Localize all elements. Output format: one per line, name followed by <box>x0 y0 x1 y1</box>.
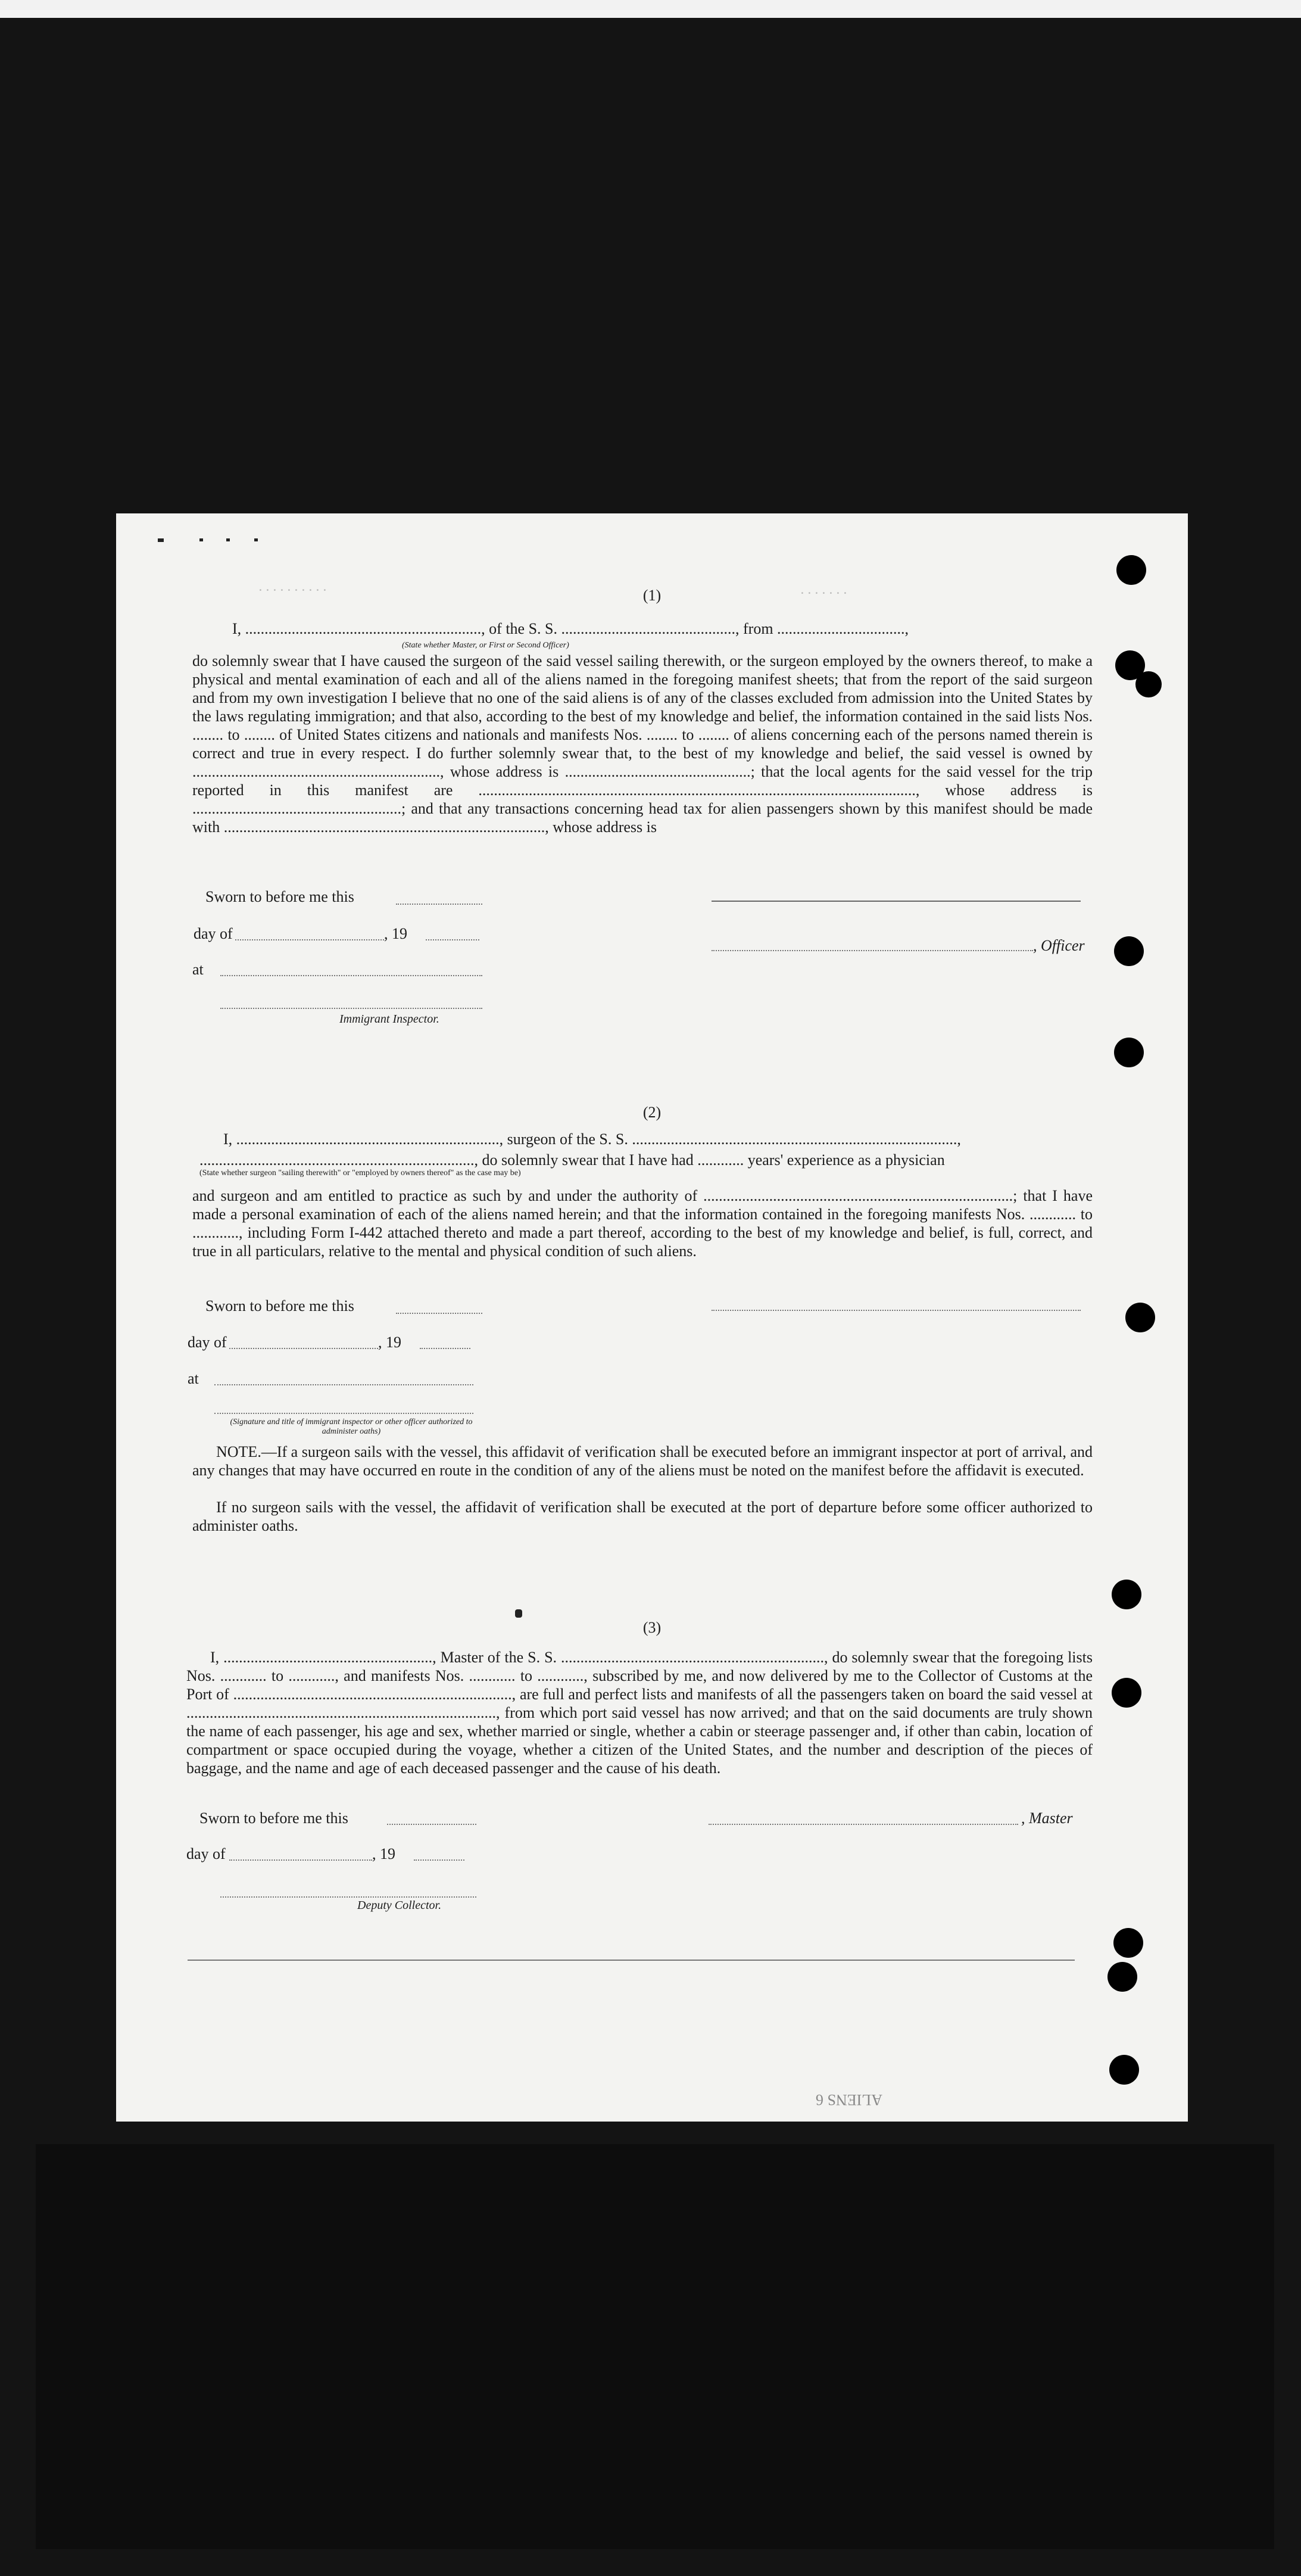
punch-hole <box>1116 555 1146 585</box>
section-2-year-blank <box>420 1348 470 1349</box>
section-1-caption: (State whether Master, or First or Second Officer) <box>402 641 569 650</box>
section-2-sworn-blank <box>396 1313 482 1314</box>
section-1-year-blank <box>426 939 479 940</box>
section-1-body: do solemnly swear that I have caused the surgeon of the said vessel sailing therewith, or the surgeon employed by the owners thereof, to make a physical and mental examination of each and all of the aliens named in the foregoing manifest sheets; that from the report of the said surgeon and from my own investigation I believe that no one of the said aliens is of any of the classes excluded from admission into the United States by the laws regulating immigration; and that also, according to the best of my knowledge and belief, the information contained in the said lists Nos. ........ to ........ of United States citizens and nationals and manifests Nos. ........ to ........ of aliens concerning each of the persons named therein is correct and true in every respect. I do further solemnly swear that, to the best of my knowledge and belief, the said vessel is owned by ................................................................, whose address is ................................................; that the local agents for the said vessel for the trip reported in this manifest are ................................................................................................................., whose address is ......................................................; and that any transactions concerning head tax for alien passengers shown by this manifest should be made with ..................................................................................., whose address is <box>192 652 1093 836</box>
ink-speck <box>254 538 258 541</box>
section-1-day-blank <box>235 939 384 940</box>
punch-hole <box>1135 671 1162 697</box>
section-1-officer-line <box>712 901 1081 902</box>
section-2-at-blank <box>214 1384 473 1385</box>
punch-hole <box>1114 936 1144 966</box>
bottom-rule <box>188 1960 1075 1961</box>
section-3-day-of: day of <box>186 1845 226 1862</box>
section-2-line2: ......................................................................., do solemnly swear that I have had ............ years' experience as a physician <box>199 1151 945 1169</box>
section-1-officer-label: , Officer <box>1033 937 1085 954</box>
section-2-inspector-blank <box>214 1413 473 1414</box>
section-1-day-of: day of <box>194 925 233 942</box>
ink-speck <box>199 538 203 541</box>
section-1-sworn: Sworn to before me this <box>205 888 354 905</box>
punch-hole <box>1113 1928 1143 1958</box>
section-3-sworn: Sworn to before me this <box>199 1809 348 1827</box>
section-3-number: (3) <box>642 1619 662 1636</box>
section-2-note: NOTE.—If a surgeon sails with the vessel, this affidavit of verification shall be executed before an immigrant inspector at port of arrival, and any changes that may have occurred en route in the condition of any of the aliens must be noted on the manifest before the affidavit is executed. <box>192 1443 1093 1479</box>
section-1-at-blank <box>220 975 482 976</box>
section-2-year: , 19 <box>378 1334 401 1351</box>
scanner-edge <box>0 0 1301 18</box>
section-1-opening-line: I, ............................................................., of the S. S. ............................................., from ................................., <box>232 620 909 637</box>
section-2-day-blank <box>229 1348 378 1349</box>
punch-hole <box>1112 1580 1141 1609</box>
ink-blot <box>515 1609 522 1618</box>
section-2-day-of: day of <box>188 1334 227 1351</box>
scanner-background <box>36 2144 1274 2549</box>
section-2-caption: (State whether surgeon "sailing therewith" or "employed by owners thereof" as the case may be) <box>199 1169 521 1178</box>
bottom-stamp: ALIENS 6 <box>816 2091 882 2108</box>
section-2-sworn: Sworn to before me this <box>205 1297 354 1315</box>
section-3-master-blank <box>709 1824 1018 1825</box>
section-2-number: (2) <box>642 1104 662 1121</box>
ink-speck <box>226 538 230 541</box>
section-3-body: I, ......................................................, Master of the S. S. ...................................................................., do solemnly swear that the foregoing lists Nos. ............ to ............, and manifests Nos. ............ to ............, subscribed by me, and now delivered by me to the Collector of Customs at the Port of ........................................................................, are full and perfect lists and manifests of all the passengers taken on board the said vessel at ................................................................................, from which port said vessel has now arrived; and that on the said documents are truly shown the name of each passenger, his age and sex, whether married or single, whether a cabin or steerage passenger and, if other than cabin, location of compartment or space occupied during the voyage, whether a citizen of the United States, and the number and description of the pieces of baggage, and the name and age of each deceased passenger and the cause of his death. <box>186 1649 1093 1777</box>
punch-hole <box>1109 2055 1139 2085</box>
section-1-inspector-blank <box>220 1008 482 1009</box>
section-2-body: and surgeon and am entitled to practice as such by and under the authority of ................................................................................; that I have made a personal examination of each of the aliens named herein; and that the information contained in the foregoing manifests Nos. ............ to ............, including Form I-442 attached thereto and made a part thereof, according to the best of my knowledge and belief, is full, correct, and true in all particulars, relative to the mental and physical condition of such aliens. <box>192 1187 1093 1260</box>
section-1-at: at <box>192 961 204 978</box>
section-2-note-second: If no surgeon sails with the vessel, the affidavit of verification shall be executed at the port of departure before some officer authorized to administer oaths. <box>192 1499 1093 1534</box>
section-2-line1: I, ...................................................................., surgeon of the S. S. ...................................................................................., <box>223 1130 961 1148</box>
bleed-through-text: . . . . . . . . . . <box>259 579 327 594</box>
section-3-year: , 19 <box>372 1845 395 1862</box>
section-3-sworn-blank <box>387 1824 476 1825</box>
section-3-day-blank <box>229 1859 372 1861</box>
section-3-year-blank <box>414 1859 464 1861</box>
section-3-master-label: , Master <box>1021 1809 1073 1827</box>
bleed-through-text: . . . . . . . <box>801 582 847 597</box>
section-1-inspector-label: Immigrant Inspector. <box>339 1013 439 1026</box>
punch-hole <box>1125 1303 1155 1332</box>
section-1-officer-blank <box>712 950 1033 951</box>
punch-hole <box>1112 1678 1141 1708</box>
ink-speck <box>158 538 164 542</box>
document-page <box>116 513 1188 2122</box>
section-1-sworn-blank <box>396 904 482 905</box>
punch-hole <box>1107 1962 1137 1992</box>
section-3-collector-blank <box>220 1896 476 1898</box>
section-2-signature-blank <box>712 1310 1081 1311</box>
punch-hole <box>1114 1038 1144 1067</box>
section-1-year: , 19 <box>384 925 407 942</box>
section-2-at: at <box>188 1370 199 1387</box>
section-3-collector-label: Deputy Collector. <box>357 1899 442 1912</box>
section-2-signature-caption: (Signature and title of immigrant inspector or other officer authorized to administer oaths) <box>230 1418 473 1436</box>
section-1-number: (1) <box>642 587 662 604</box>
